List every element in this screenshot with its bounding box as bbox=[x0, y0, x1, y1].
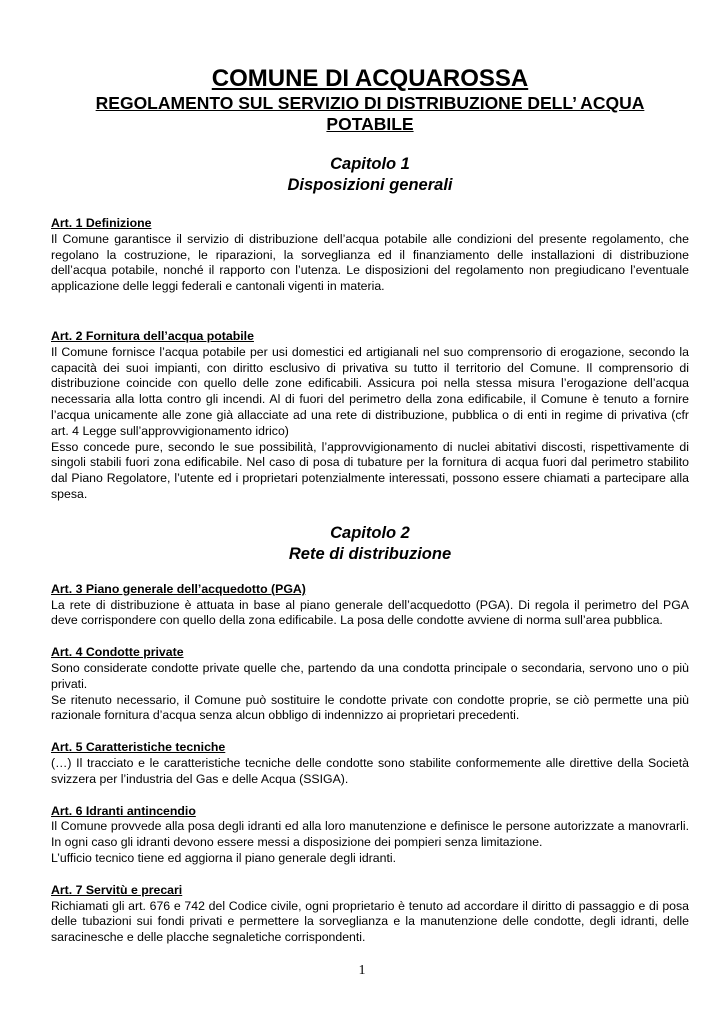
article-6-paragraph-1: Il Comune provvede alla posa degli idranti ed alla loro manutenzione e definisce le persone autorizzate a manovrarli. In ogni caso gli idranti devono essere messi a disposizione dei pompieri senza limitazione. bbox=[51, 819, 689, 850]
chapter-1-name: Disposizioni generali bbox=[287, 176, 453, 194]
article-4-title: Art. 4 Condotte private bbox=[51, 645, 184, 660]
page-number: 1 bbox=[358, 963, 366, 978]
document-page bbox=[51, 66, 689, 946]
article-2-paragraph-2: Esso concede pure, secondo le sue possibilità, l’approvvigionamento di nuclei abitativi discosti, rispettivamente di singoli stabili fuori zona edificabile. Nel caso di posa di tubature per la fornitura di acqua fuori dal perimetro stabilito dal Piano Regolatore, l’utente ed i proprietari potenzialmente interessati, possono essere chiamati a partecipare alla spesa. bbox=[51, 439, 689, 501]
article-7-title: Art. 7 Servitù e precari bbox=[51, 882, 183, 897]
article-1 bbox=[51, 216, 689, 295]
article-1-paragraph-1: Il Comune garantisce il servizio di distribuzione dell’acqua potabile alle condizioni del presente regolamento, che regolano la costruzione, le riparazioni, la sorveglianza ed il finanziamento delle installazioni di distribuzione dell’acqua potabile, nonché il rapporto con l’utenza. Le disposizioni del regolamento non pregiudicano l’eventuale applicazione delle leggi federali e cantonali vigenti in materia. bbox=[51, 231, 689, 294]
article-4-paragraph-1: Sono considerate condotte private quelle che, partendo da una condotta principale o secondaria, servono uno o più privati. bbox=[51, 660, 689, 691]
document-subtitle: REGOLAMENTO SUL SERVIZIO DI DISTRIBUZIONE DELL’ ACQUA POTABILE bbox=[95, 93, 645, 134]
chapter-2-number: Capitolo 2 bbox=[330, 523, 410, 542]
article-3-title: Art. 3 Piano generale dell’acquedotto (PGA) bbox=[51, 581, 306, 596]
article-6-title: Art. 6 Idranti antincendio bbox=[51, 803, 196, 818]
article-6 bbox=[51, 804, 689, 867]
article-4 bbox=[51, 645, 689, 724]
article-2-title: Art. 2 Fornitura dell’acqua potabile bbox=[51, 328, 254, 343]
article-6-paragraph-2: L’ufficio tecnico tiene ed aggiorna il piano generale degli idranti. bbox=[51, 850, 397, 865]
article-3-paragraph-1: La rete di distribuzione è attuata in base al piano generale dell’acquedotto (PGA). Di regola il perimetro del PGA deve corrispondere con quello della zona edificabile. La posa delle condotte avviene di norma sull’area pubblica. bbox=[51, 597, 689, 628]
chapter-2-name: Rete di distribuzione bbox=[288, 544, 452, 563]
article-7-paragraph-1: Richiamati gli art. 676 e 742 del Codice civile, ogni proprietario è tenuto ad accordare il diritto di passaggio e di posa delle tubazioni sui fondi privati e permettere la sorveglianza e la manutenzione delle condotte, degli idranti, delle saracinesche e delle placche segnaletiche corrispondenti. bbox=[51, 898, 689, 945]
chapter-1-number: Capitolo 1 bbox=[330, 155, 410, 173]
article-4-paragraph-2: Se ritenuto necessario, il Comune può sostituire le condotte private con condotte proprie, se ciò permette una più razionale fornitura d’acqua senza alcun obbligo di indennizzo ai proprietari precedenti. bbox=[51, 692, 689, 723]
article-2-paragraph-1: Il Comune fornisce l’acqua potabile per usi domestici ed artigianali nel suo comprensorio di erogazione, secondo la capacità dei suoi impianti, con diritto esclusivo di privativa su tutto il territorio del Comune. Il comprensorio di distribuzione coincide con quello delle zone edificabili. Assicura poi nella stessa misura l’erogazione dell’acqua necessaria alla lotta contro gli incendi. Al di fuori del perimetro della zona edificabile, il Comune è tenuto a fornire l’acqua unicamente alle zone già allacciate ad una rete di distribuzione, pubblica o di enti in regime di privativa (cfr art. 4 Legge sull’approvvigionamento idrico) bbox=[51, 344, 689, 438]
document-title: COMUNE DI ACQUAROSSA bbox=[211, 65, 529, 92]
article-7 bbox=[51, 883, 689, 946]
article-5-paragraph-1: (…) Il tracciato e le caratteristiche tecniche delle condotte sono stabilite conformemente alle direttive della Società svizzera per l’industria del Gas e delle Acqua (SSIGA). bbox=[51, 755, 689, 786]
article-5 bbox=[51, 740, 689, 787]
article-3 bbox=[51, 582, 689, 629]
article-2 bbox=[51, 329, 689, 503]
article-1-title: Art. 1 Definizione bbox=[51, 216, 152, 230]
article-5-title: Art. 5 Caratteristiche tecniche bbox=[51, 740, 226, 755]
